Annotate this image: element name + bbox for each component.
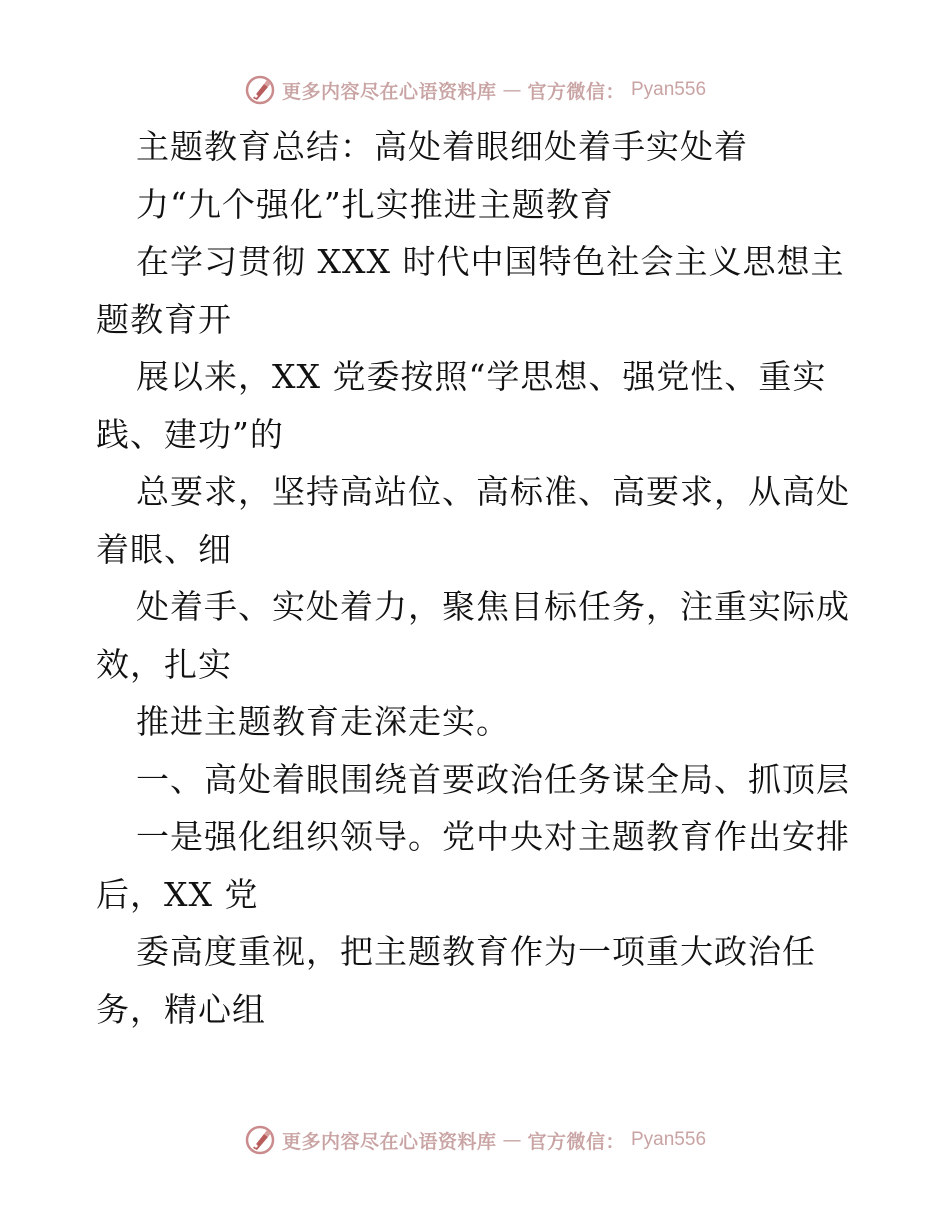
header-contact-label: 官方微信： (527, 80, 625, 103)
document-body (96, 118, 856, 1038)
header-banner (0, 70, 950, 110)
body-text-line: 效，扎实 (96, 644, 232, 684)
footer-brand-text: 更多内容尽在心语资料库 (281, 1130, 497, 1153)
body-text-line: 题教育开 (96, 299, 232, 339)
header-brand-text: 更多内容尽在心语资料库 (281, 80, 497, 103)
body-text-line: 展以来，XX 党委按照“学思想、强党性、重实 (136, 357, 827, 396)
body-text-line: 委高度重视，把主题教育作为一项重大政治任 (136, 932, 816, 971)
body-text-line: 践、建功”的 (96, 414, 284, 454)
footer-contact-id: Pyan556 (631, 1129, 707, 1150)
body-text-line: 着眼、细 (96, 529, 232, 569)
pen-nib-logo-icon (244, 1124, 276, 1156)
footer-contact-label: 官方微信： (527, 1130, 625, 1153)
body-text-line: 力“九个强化”扎实推进主题教育 (136, 184, 614, 224)
body-text-line: 一是强化组织领导。党中央对主题教育作出安排 (136, 817, 850, 856)
pen-nib-logo-icon (244, 74, 276, 106)
footer-banner (0, 1120, 950, 1160)
body-text-line: 在学习贯彻 XXX 时代中国特色社会主义思想主 (136, 242, 845, 281)
body-text-line: 推进主题教育走深走实。 (136, 702, 510, 741)
body-text-line: 后，XX 党 (96, 874, 259, 914)
body-text-line: 一、高处着眼围绕首要政治任务谋全局、抓顶层 (136, 759, 850, 799)
footer-dash: — (502, 1129, 522, 1151)
body-text-line: 务，精心组 (96, 989, 266, 1029)
header-dash: — (502, 79, 522, 101)
body-text-line: 处着手、实处着力，聚焦目标任务，注重实际成 (136, 587, 850, 626)
body-text-line: 主题教育总结：高处着眼细处着手实处着 (136, 127, 748, 166)
body-text-line: 总要求，坚持高站位、高标准、高要求，从高处 (136, 472, 850, 511)
header-contact-id: Pyan556 (631, 79, 707, 100)
